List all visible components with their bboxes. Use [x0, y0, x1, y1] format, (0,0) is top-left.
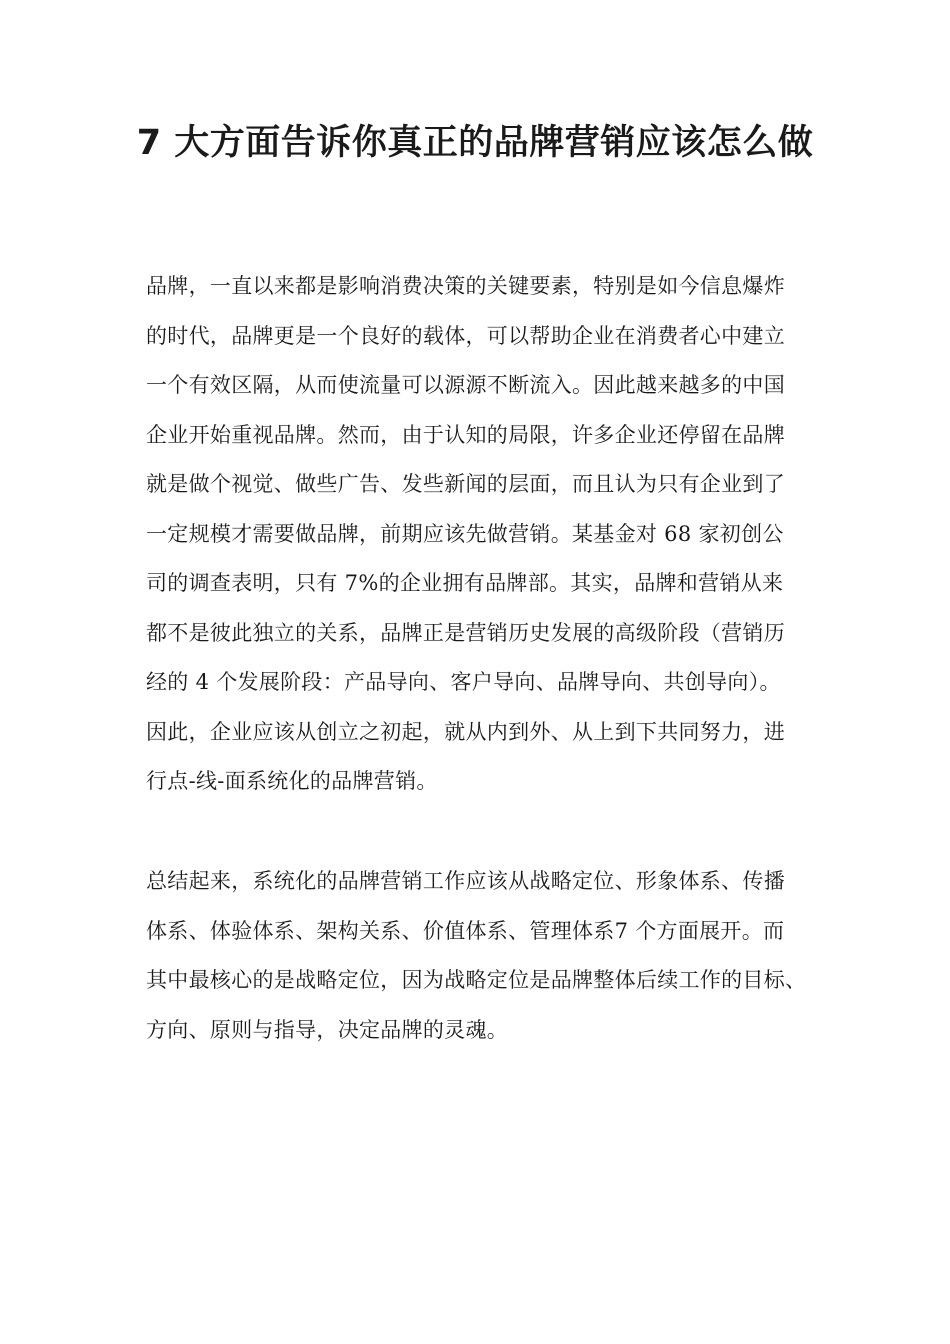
paragraph-line: 都不是彼此独立的关系，品牌正是营销历史发展的高级阶段（营销历	[146, 620, 785, 645]
paragraph-line: 总结起来，系统化的品牌营销工作应该从战略定位、形象体系、传播	[146, 869, 785, 893]
paragraph-line: 品牌，一直以来都是影响消费决策的关键要素，特别是如今信息爆炸	[146, 274, 785, 298]
paragraph-intro	[146, 262, 836, 807]
paragraph-line: 其中最核心的是战略定位，因为战略定位是品牌整体后续工作的目标、	[146, 968, 807, 992]
document-title: 7 大方面告诉你真正的品牌营销应该怎么做	[136, 123, 814, 163]
paragraph-line: 因此，企业应该从创立之初起，就从内到外、从上到下共同努力，进	[146, 719, 785, 744]
paragraph-line: 一定规模才需要做品牌，前期应该先做营销。某基金对 68 家初创公	[146, 521, 784, 546]
paragraph-line: 的时代，品牌更是一个良好的载体，可以帮助企业在消费者心中建立	[146, 323, 785, 348]
paragraph-line: 司的调查表明，只有 7%的企业拥有品牌部。其实，品牌和营销从来	[146, 571, 784, 595]
paragraph-line: 体系、体验体系、架构关系、价值体系、管理体系7 个方面展开。而	[146, 918, 785, 943]
paragraph-line: 企业开始重视品牌。然而，由于认知的局限，许多企业还停留在品牌	[146, 422, 785, 447]
paragraph-line: 方向、原则与指导，决定品牌的灵魂。	[146, 1017, 509, 1042]
paragraph-line: 就是做个视觉、做些广告、发些新闻的层面，而且认为只有企业到了	[146, 472, 785, 496]
paragraph-line: 行点-线-面系统化的品牌营销。	[146, 769, 438, 793]
paragraph-line: 经的 4 个发展阶段：产品导向、客户导向、品牌导向、共创导向）。	[146, 670, 781, 694]
paragraph-summary	[146, 857, 836, 1055]
paragraph-line: 一个有效区隔，从而使流量可以源源不断流入。因此越来越多的中国	[146, 373, 785, 397]
